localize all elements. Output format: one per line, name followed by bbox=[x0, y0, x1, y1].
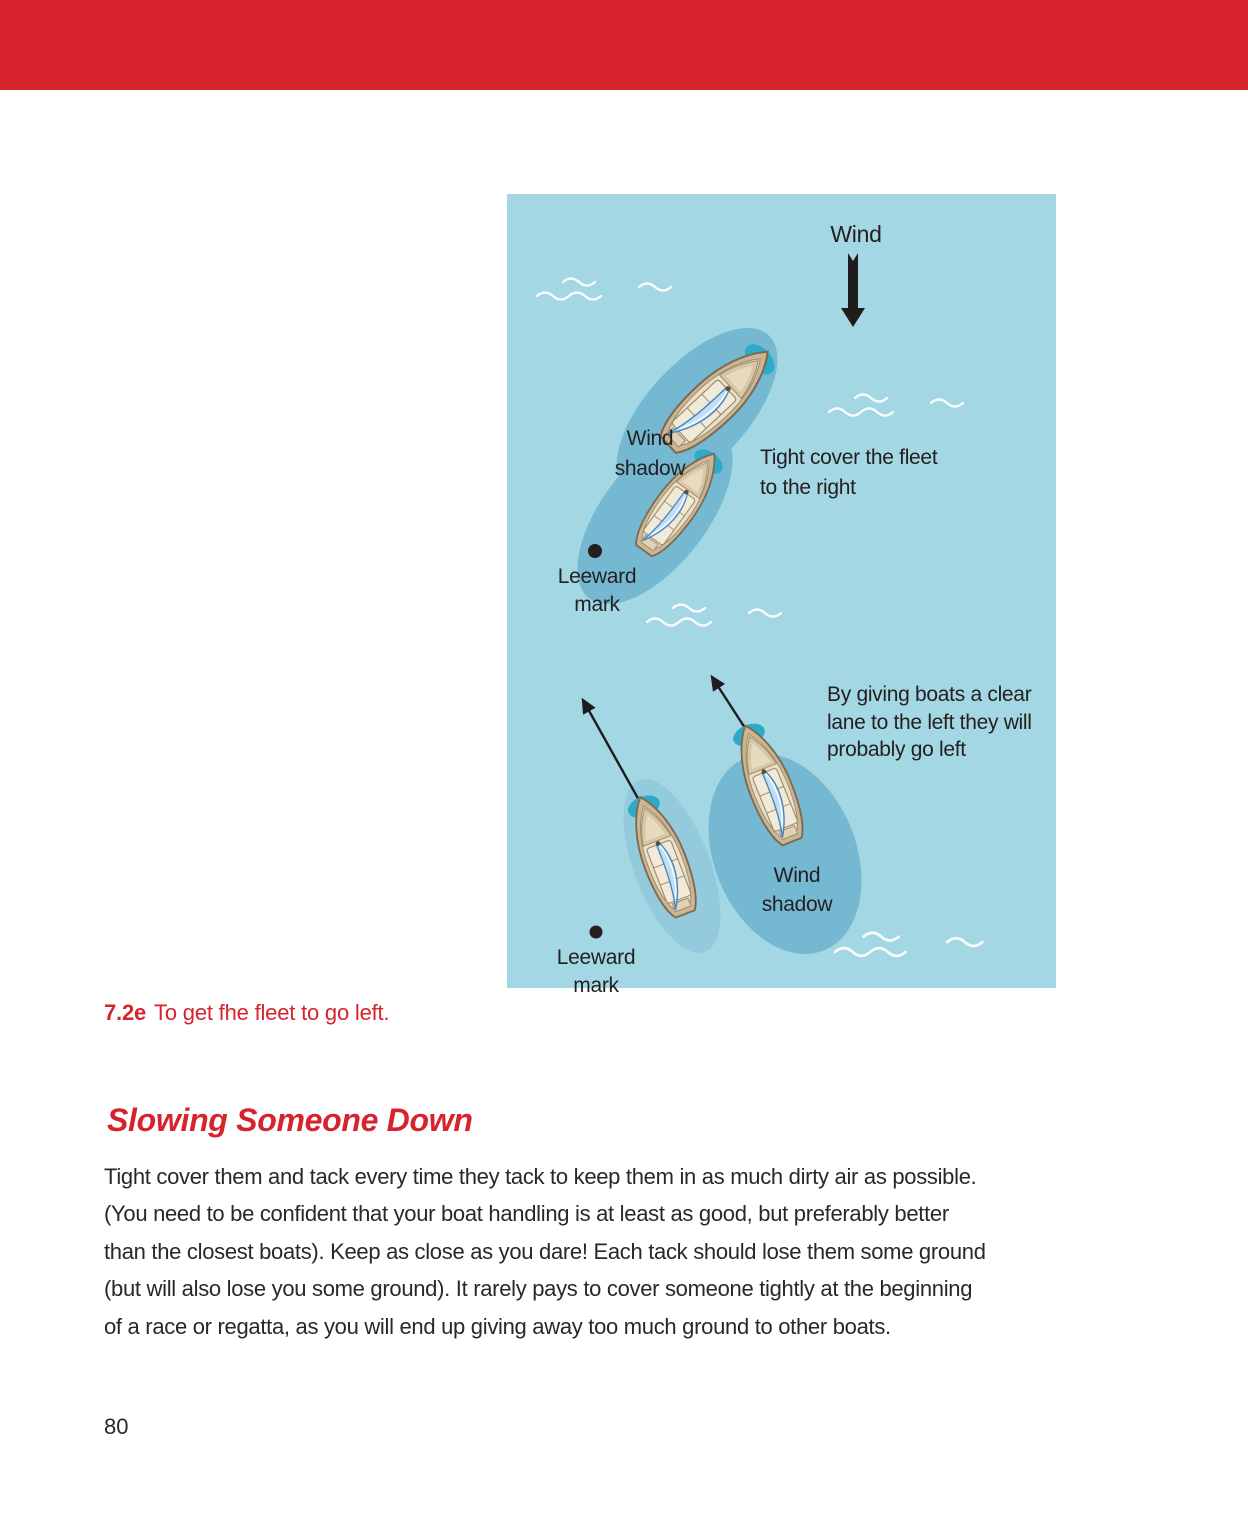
body-paragraph bbox=[104, 1158, 1094, 1345]
body-line: Tight cover them and tack every time they tack to keep them in as much dirty air as possible. bbox=[104, 1164, 977, 1189]
wind-shadow-label-line: shadow bbox=[614, 457, 686, 480]
wind-shadow-label-bottom bbox=[762, 861, 833, 919]
body-line: of a race or regatta, as you will end up giving away too much ground to other boats. bbox=[104, 1313, 891, 1339]
body-line: (You need to be confident that your boat handling is at least as good, but preferably better bbox=[104, 1201, 949, 1227]
annotation-line: probably go left bbox=[827, 738, 966, 761]
annotation-line: By giving boats a clear bbox=[827, 683, 1032, 706]
section-heading: Slowing Someone Down bbox=[107, 1102, 473, 1138]
leeward-mark-label-line: Leeward bbox=[556, 946, 636, 969]
figure-caption-number: 7.2e bbox=[104, 1000, 147, 1025]
annotation-clear-lane bbox=[827, 681, 1032, 764]
leeward-mark-dot-bottom bbox=[590, 926, 603, 939]
leeward-mark-label-line: mark bbox=[574, 593, 620, 616]
leeward-mark-label-line: Leeward bbox=[557, 565, 637, 588]
wind-shadow-label-top bbox=[615, 424, 686, 484]
annotation-line: to the right bbox=[760, 476, 856, 499]
figure-7-2e bbox=[507, 194, 1056, 997]
wind-shadow-label-line: shadow bbox=[761, 893, 833, 916]
wind-label: Wind bbox=[830, 221, 882, 247]
annotation-line: Tight cover the fleet bbox=[760, 446, 938, 469]
annotation-tight-cover bbox=[760, 443, 937, 503]
wind-shadow-label-line: Wind bbox=[773, 864, 821, 887]
page-number: 80 bbox=[104, 1414, 129, 1439]
leeward-mark-label-line: mark bbox=[573, 974, 619, 997]
wave-marks bbox=[829, 395, 963, 416]
figure-caption-text: To get fhe fleet to go left. bbox=[154, 1000, 390, 1025]
leeward-mark-label-top bbox=[558, 563, 636, 619]
course-arrow-right bbox=[712, 677, 745, 728]
annotation-line: lane to the left they will bbox=[827, 710, 1032, 734]
body-line: than the closest boats). Keep as close as you dare! Each tack should lose them some ground bbox=[104, 1238, 986, 1264]
wind-direction-arrow bbox=[841, 253, 865, 327]
wave-marks bbox=[537, 279, 671, 300]
course-arrow-left bbox=[583, 700, 640, 802]
figure-caption bbox=[104, 1000, 389, 1026]
body-line: (but will also lose you some ground). It rarely pays to cover someone tightly at the beginning bbox=[104, 1276, 973, 1302]
header-bar bbox=[0, 0, 1248, 90]
wave-marks bbox=[647, 605, 781, 626]
leeward-mark-dot-top bbox=[588, 544, 602, 558]
leeward-mark-label-bottom bbox=[557, 944, 635, 1000]
wind-shadow-label-line: Wind bbox=[626, 427, 674, 450]
wave-marks bbox=[835, 933, 982, 956]
